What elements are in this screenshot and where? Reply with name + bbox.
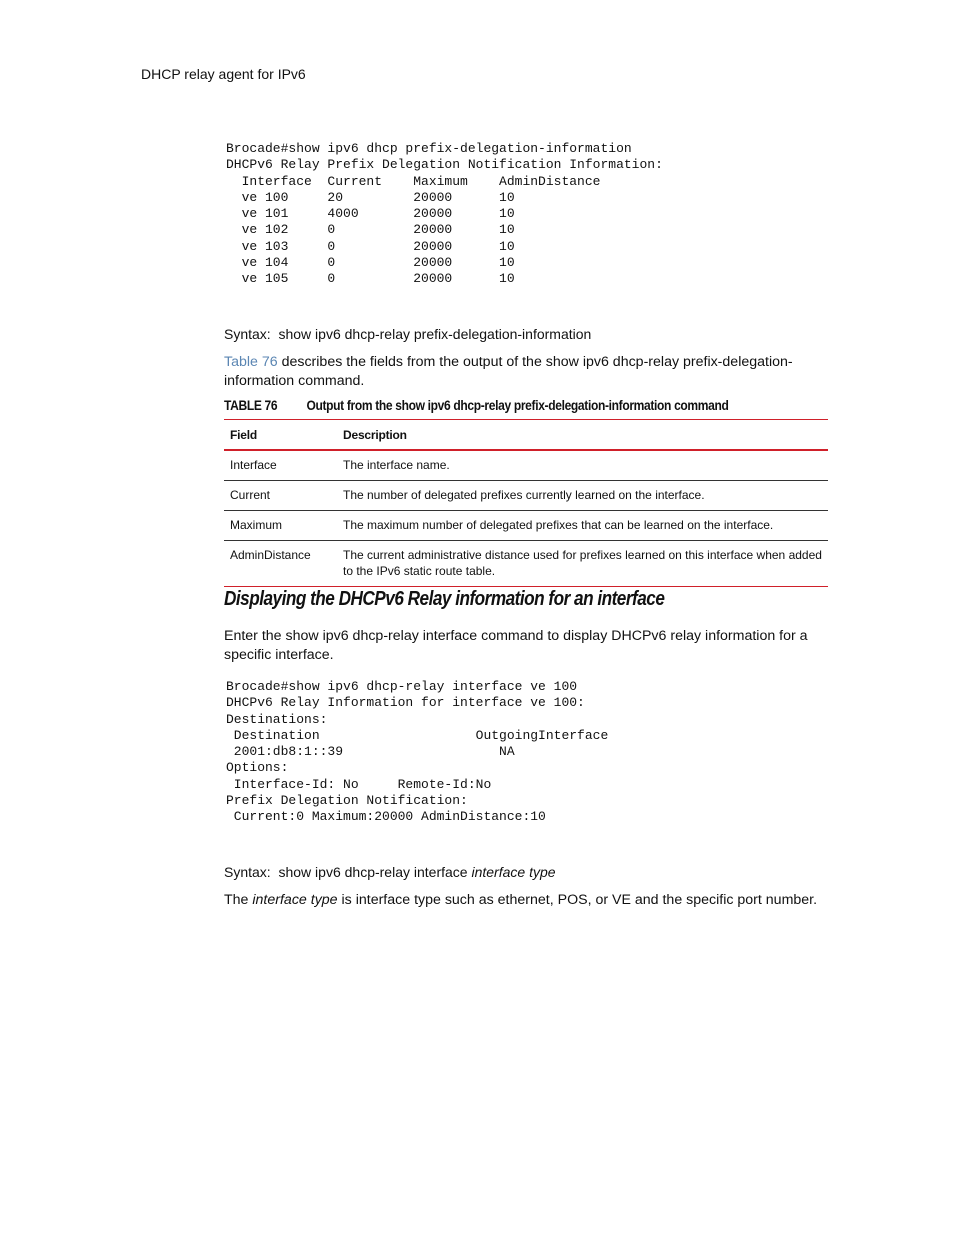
fields-table (224, 419, 828, 587)
code-line: ve 103 0 20000 10 (241, 238, 515, 254)
code-line: Current:0 Maximum:20000 AdminDistance:10 (233, 809, 546, 825)
syntax-parameter: interface type (471, 864, 556, 880)
parameter-name: interface type (252, 892, 338, 908)
code-line: 2001:db8:1::39 NA (233, 744, 515, 760)
table-header-row (224, 420, 828, 451)
para-text: command. (294, 372, 365, 389)
table-caption (224, 397, 729, 413)
description-cell: The number of delegated prefixes currently learned on the interface. (343, 488, 705, 502)
code-line: ve 104 0 20000 10 (241, 255, 515, 271)
running-header: DHCP relay agent for IPv6 (141, 66, 306, 82)
description-cell: The maximum number of delegated prefixes that can be learned on the interface. (343, 518, 774, 532)
syntax-command: show ipv6 dhcp-relay interface (278, 864, 468, 880)
code-line: Destination OutgoingInterface (233, 727, 609, 743)
code-line: DHCPv6 Relay Prefix Delegation Notification Information: (226, 157, 663, 173)
code-block-prefix-delegation (226, 141, 663, 288)
syntax-line-interface (224, 864, 556, 880)
table-intro-paragraph (224, 353, 844, 390)
code-line: ve 102 0 20000 10 (241, 222, 515, 238)
code-line: Brocade#show ipv6 dhcp prefix-delegation-information (226, 141, 632, 156)
syntax-command: show ipv6 dhcp-relay prefix-delegation-information (278, 326, 592, 342)
para-text: Enter the (224, 628, 286, 644)
table-row (224, 511, 828, 541)
table-label: TABLE 76 (224, 397, 278, 413)
code-block-relay-interface (226, 679, 608, 826)
code-line: Brocade#show ipv6 dhcp-relay interface ve 100 (226, 679, 578, 694)
code-line: DHCPv6 Relay Information for interface ve 100: (226, 695, 585, 711)
interface-type-paragraph (224, 891, 864, 910)
code-line: Interface-Id: No Remote-Id:No (233, 776, 492, 792)
section-heading: Displaying the DHCPv6 Relay information for an interface (224, 588, 665, 610)
field-cell: Current (230, 488, 271, 502)
table-title: Output from the show ipv6 dhcp-relay prefix-delegation-information command (306, 397, 729, 413)
field-cell: Interface (230, 458, 277, 472)
column-header-field: Field (230, 427, 258, 442)
command-name: show ipv6 dhcp-relay interface (285, 628, 478, 644)
interface-intro-paragraph (224, 627, 844, 664)
table-row (224, 541, 828, 587)
code-line: Options: (226, 760, 289, 776)
para-text: is interface type such as ethernet, POS, or VE and the specific port number. (337, 892, 818, 908)
syntax-label: Syntax: (224, 326, 271, 342)
description-cell: The current administrative distance used for prefixes learned on this interface when added to the IPv6 static route table. (343, 548, 822, 578)
table-row (224, 481, 828, 511)
code-line: ve 100 20 20000 10 (241, 189, 515, 205)
table-reference-link[interactable]: Table 76 (224, 354, 278, 370)
code-line: ve 105 0 20000 10 (241, 271, 515, 287)
description-cell: The interface name. (343, 458, 450, 472)
table-row (224, 450, 828, 481)
code-line: Prefix Delegation Notification: (226, 793, 468, 809)
code-line: Destinations: (226, 711, 328, 727)
para-text: The (224, 892, 253, 908)
code-line: Interface Current Maximum AdminDistance (241, 173, 601, 189)
syntax-line-prefix-delegation (224, 326, 591, 342)
syntax-label: Syntax: (224, 864, 271, 880)
command-name: show ipv6 dhcp-relay prefix-delegation-information (224, 354, 793, 389)
column-header-description: Description (343, 427, 407, 442)
code-line: ve 101 4000 20000 10 (241, 206, 515, 222)
field-cell: Maximum (230, 518, 283, 532)
para-text: describes the fields from the output of the (277, 354, 546, 370)
field-cell: AdminDistance (230, 548, 311, 562)
para-text: command to display DHCPv6 relay information for a specific interface. (224, 628, 808, 663)
